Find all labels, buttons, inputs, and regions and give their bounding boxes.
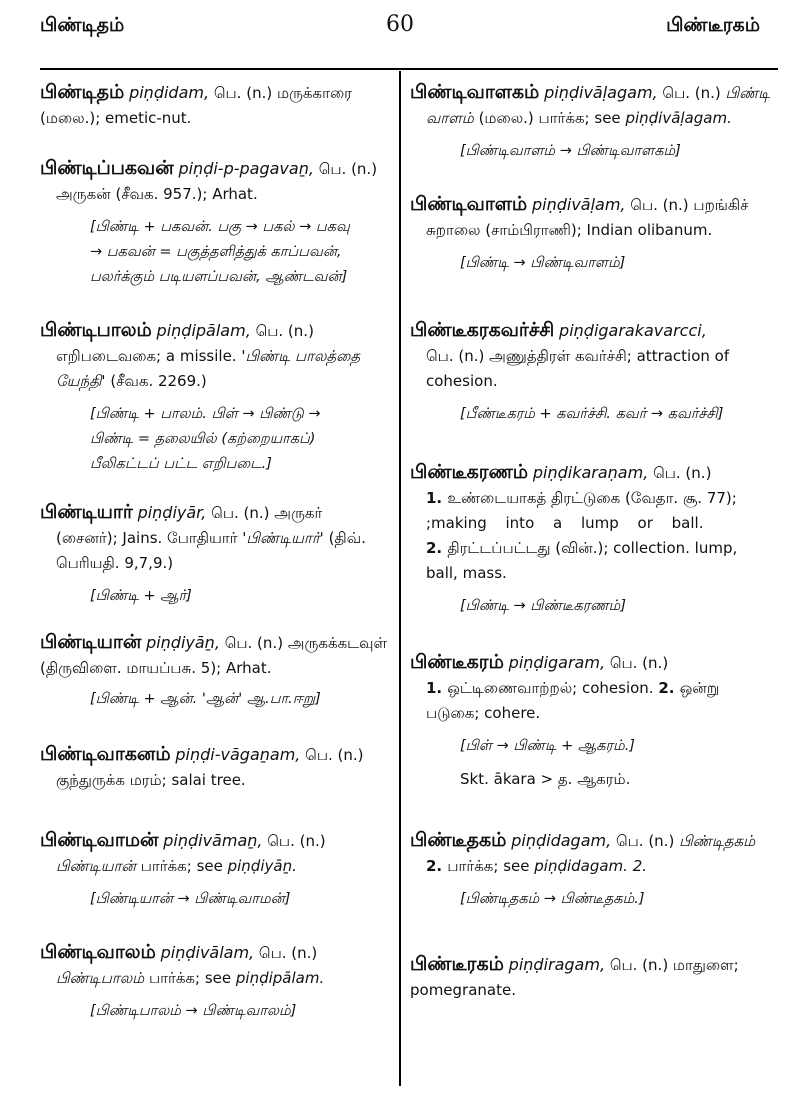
- etymology: → பகவன் = பகுத்தளித்துக் காப்பவன்,: [90, 244, 342, 260]
- definition: பெ. (n.) அணுத்திரள் கவர்ச்சி; attraction of: [426, 347, 730, 365]
- definition: (திருவிளை. மாயப்பசு. 5); Arhat.: [40, 659, 272, 677]
- headword: பிண்டீகரணம்: [410, 461, 529, 483]
- transliteration: piṇḍiyār,: [137, 503, 207, 522]
- etymology: [பிண்டிதகம் → பிண்டீதகம்.]: [460, 891, 645, 907]
- transliteration: piṇḍiragam,: [508, 955, 606, 974]
- etymology: [பிண்டி → பிண்டீகரணம்]: [460, 598, 626, 614]
- transliteration: piṇḍigarakavarcci,: [559, 321, 707, 340]
- running-head-right: பிண்டீரகம்: [666, 14, 760, 36]
- headword: பிண்டிவாமன்: [40, 829, 159, 851]
- headword: பிண்டிவாகனம்: [40, 743, 171, 765]
- etymology: [பீண்டீகரம் + கவர்ச்சி. கவர் → கவர்ச்சி]: [460, 406, 724, 422]
- dictionary-entry: பிண்டிவாலம் piṇḍivālam, பெ. (n.) பிண்டிபாலம் பார்க்க; see piṇḍipālam. [பிண்டிபாலம் → பிண்டிவாலம்]: [40, 940, 324, 1024]
- transliteration: piṇḍidagam,: [511, 831, 612, 850]
- headword: பிண்டிவாளம்: [410, 193, 528, 215]
- dictionary-entry: பிண்டீதகம் piṇḍidagam, பெ. (n.) பிண்டிதகம் 2. பார்க்க; see piṇḍidagam. 2. [பிண்டிதகம் → பிண்டீதகம்.]: [410, 828, 755, 912]
- loan-note: Skt. ākara > த. ஆகரம்.: [460, 770, 631, 788]
- etymology: [பிண்டி + பாலம். பிள் → பிண்டு →: [90, 406, 321, 422]
- definition: pomegranate.: [410, 981, 516, 999]
- dictionary-entry: பிண்டிவாமன் piṇḍivāmaṉ, பெ. (n.) பிண்டியான் பார்க்க; see piṇḍiyāṉ. [பிண்டியான் → பிண்டிவாமன்]: [40, 828, 326, 912]
- definition: குந்துருக்க மரம்; salai tree.: [56, 771, 246, 789]
- dictionary-entry: பிண்டீகரம் piṇḍigaram, பெ. (n.) 1. ஒட்டிணைவாற்றல்; cohesion. 2. ஒன்று படுகை; cohere. [பிள் → பிண்டி + ஆகரம்.] Skt. ākara > த. ஆகரம்.: [410, 650, 719, 792]
- dictionary-entry: பிண்டியான் piṇḍiyāṉ, பெ. (n.) அருகக்கடவுள் (திருவிளை. மாயப்பசு. 5); Arhat. [பிண்டி + ஆன். 'ஆன்' ஆ.பா.ஈறு]: [40, 630, 387, 712]
- transliteration: piṇḍi-p-pagavaṉ,: [178, 159, 314, 178]
- etymology: [பிண்டிபாலம் → பிண்டிவாலம்]: [90, 1003, 297, 1019]
- headword: பிண்டியார்: [40, 501, 133, 523]
- dictionary-entry: பிண்டிவாளம் piṇḍivāḷam, பெ. (n.) பறங்கிச் சுறாலை (சாம்பிராணி); Indian olibanum. [பிண்டி → பிண்டிவாளம்]: [410, 192, 749, 276]
- headword: பிண்டிபாலம்: [40, 319, 152, 341]
- dictionary-entry: பிண்டிபாலம் piṇḍipālam, பெ. (n.) எறிபடைவகை; a missile. 'பிண்டி பாலத்தை யேந்தி' (சீவக. 2269.) [பிண்டி + பாலம். பிள் → பிண்டு → பிண்டி = தலையில் (கற்றையாகப்) பீலிகட்டப் பட்ட எறிபடை.]: [40, 318, 360, 477]
- definition: சுறாலை (சாம்பிராணி); Indian olibanum.: [426, 221, 713, 239]
- page-number: 60: [386, 12, 414, 37]
- etymology: [பிண்டிவாளம் → பிண்டிவாளகம்]: [460, 143, 681, 159]
- etymology: [பிண்டி + ஆன். 'ஆன்' ஆ.பா.ஈறு]: [90, 691, 321, 707]
- etymology: பீலிகட்டப் பட்ட எறிபடை.]: [90, 456, 272, 472]
- transliteration: piṇḍivāḷam,: [531, 195, 626, 214]
- dictionary-entry: பிண்டிதம் piṇḍidam, பெ. (n.) மருக்காரை (மலை.); emetic-nut.: [40, 80, 352, 131]
- etymology: பலர்க்கும் படியளப்பவன், ஆண்டவன்]: [90, 269, 348, 285]
- transliteration: piṇḍivāmaṉ,: [163, 831, 263, 850]
- dictionary-entry: பிண்டீகரகவர்ச்சி piṇḍigarakavarcci, பெ. (n.) அணுத்திரள் கவர்ச்சி; attraction of cohesion. [பீண்டீகரம் + கவர்ச்சி. கவர் → கவர்ச்சி]: [410, 318, 729, 427]
- column-divider: [399, 71, 401, 1086]
- etymology: [பிண்டி + பகவன். பகு → பகல் → பகவு: [90, 219, 350, 235]
- transliteration: piṇḍikaraṇam,: [532, 463, 649, 482]
- headword: பிண்டீகரகவர்ச்சி: [410, 319, 555, 341]
- headword: பிண்டீரகம்: [410, 953, 504, 975]
- transliteration: piṇḍi-vāgaṉam,: [175, 745, 301, 764]
- transliteration: piṇḍivāḷagam,: [544, 83, 658, 102]
- dictionary-entry: பிண்டீகரணம் piṇḍikaraṇam, பெ. (n.) 1. உண்டையாகத் திரட்டுகை (வேதா. சூ. 77); ;making into a lump or ball. 2. திரட்டப்பட்டது (வின்.); collection. lump, ball, mass. [பிண்டி → பிண்டீகரணம்]: [410, 460, 737, 619]
- etymology: [பிள் → பிண்டி + ஆகரம்.]: [460, 738, 635, 754]
- transliteration: piṇḍidam,: [129, 83, 210, 102]
- headword: பிண்டிதம்: [40, 81, 125, 103]
- page-header: [0, 0, 800, 72]
- dictionary-entry: பிண்டிப்பகவன் piṇḍi-p-pagavaṉ, பெ. (n.) அருகன் (சீவக. 957.); Arhat. [பிண்டி + பகவன். பகு → பகல் → பகவு → பகவன் = பகுத்தளித்துக் காப்பவன், பலர்க்கும் படியளப்பவன், ஆண்டவன்]: [40, 156, 377, 290]
- headword: பிண்டீதகம்: [410, 829, 507, 851]
- headword: பிண்டிவாளகம்: [410, 81, 540, 103]
- etymology: [பிண்டி → பிண்டிவாளம்]: [460, 255, 626, 271]
- etymology: பிண்டி = தலையில் (கற்றையாகப்): [90, 431, 316, 447]
- etymology: [பிண்டியான் → பிண்டிவாமன்]: [90, 891, 291, 907]
- dictionary-entry: பிண்டீரகம் piṇḍiragam, பெ. (n.) மாதுளை; pomegranate.: [410, 952, 739, 1003]
- transliteration: piṇḍipālam,: [156, 321, 251, 340]
- headword: பிண்டியான்: [40, 631, 142, 653]
- dictionary-entry: பிண்டிவாகனம் piṇḍi-vāgaṉam, பெ. (n.) குந்துருக்க மரம்; salai tree.: [40, 742, 364, 793]
- transliteration: piṇḍivālam,: [160, 943, 255, 962]
- dictionary-entry: பிண்டியார் piṇḍiyār, பெ. (n.) அருகர் (சைனர்); Jains. போதியார் 'பிண்டியார்' (திவ். பெரியதி. 9,7,9.) [பிண்டி + ஆர்]: [40, 500, 366, 609]
- transliteration: piṇḍigaram,: [508, 653, 606, 672]
- definition: அருகன் (சீவக. 957.); Arhat.: [56, 185, 258, 203]
- headword: பிண்டிவாலம்: [40, 941, 156, 963]
- definition: (மலை.); emetic-nut.: [40, 109, 192, 127]
- headword: பிண்டிப்பகவன்: [40, 157, 174, 179]
- running-head-left: பிண்டிதம்: [40, 14, 125, 36]
- headword: பிண்டீகரம்: [410, 651, 504, 673]
- etymology: [பிண்டி + ஆர்]: [90, 588, 192, 604]
- dictionary-entry: பிண்டிவாளகம் piṇḍivāḷagam, பெ. (n.) பிண்டி வாளம் (மலை.) பார்க்க; see piṇḍivāḷagam. [பிண்டிவாளம் → பிண்டிவாளகம்]: [410, 80, 770, 164]
- transliteration: piṇḍiyāṉ,: [146, 633, 220, 652]
- header-rule: [40, 68, 778, 70]
